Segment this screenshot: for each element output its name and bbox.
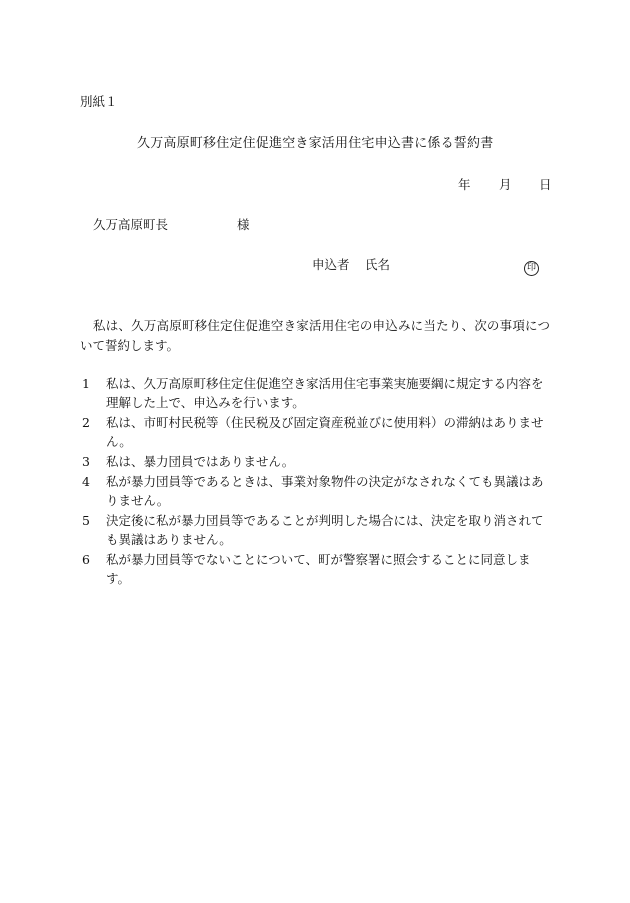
pledge-list <box>80 374 550 589</box>
honorific: 様 <box>237 217 250 232</box>
item-text: 私は、市町村民税等（住民税及び固定資産税並びに使用料）の滞納はありません。 <box>106 415 544 449</box>
list-item <box>80 452 550 471</box>
applicant-label: 申込者 <box>312 257 350 272</box>
seal-mark: 印 <box>524 261 539 276</box>
list-item <box>80 472 550 510</box>
name-label: 氏名 <box>365 257 391 272</box>
list-item <box>80 550 550 588</box>
item-text: 決定後に私が暴力団員等であることが判明した場合には、決定を取り消されても異議はありません。 <box>106 513 544 547</box>
attachment-label: 別紙１ <box>80 94 118 109</box>
date-year: 年 <box>458 177 471 192</box>
item-text: 私が暴力団員等であるときは、事業対象物件の決定がなされなくても異議はありません。 <box>106 474 544 508</box>
item-text: 私が暴力団員等でないことについて、町が警察署に照会することに同意します。 <box>106 552 531 586</box>
item-number: 3 <box>82 454 90 469</box>
list-item <box>80 374 550 412</box>
item-number: 1 <box>82 376 90 391</box>
intro-paragraph: 私は、久万高原町移住定住促進空き家活用住宅の申込みに当たり、次の事項について誓約します。 <box>80 318 550 353</box>
date-day: 日 <box>539 177 552 192</box>
item-number: 5 <box>82 513 90 528</box>
document-title: 久万高原町移住定住促進空き家活用住宅申込書に係る誓約書 <box>137 136 494 151</box>
list-item <box>80 511 550 549</box>
item-text: 私は、暴力団員ではありません。 <box>106 454 295 469</box>
item-number: 2 <box>82 415 90 430</box>
item-text: 私は、久万高原町移住定住促進空き家活用住宅事業実施要綱に規定する内容を理解した上で、申込みを行います。 <box>106 376 544 410</box>
item-number: 4 <box>82 474 90 489</box>
date-month: 月 <box>499 177 512 192</box>
item-number: 6 <box>82 552 90 567</box>
addressee: 久万高原町長 <box>93 217 169 232</box>
list-item <box>80 413 550 451</box>
